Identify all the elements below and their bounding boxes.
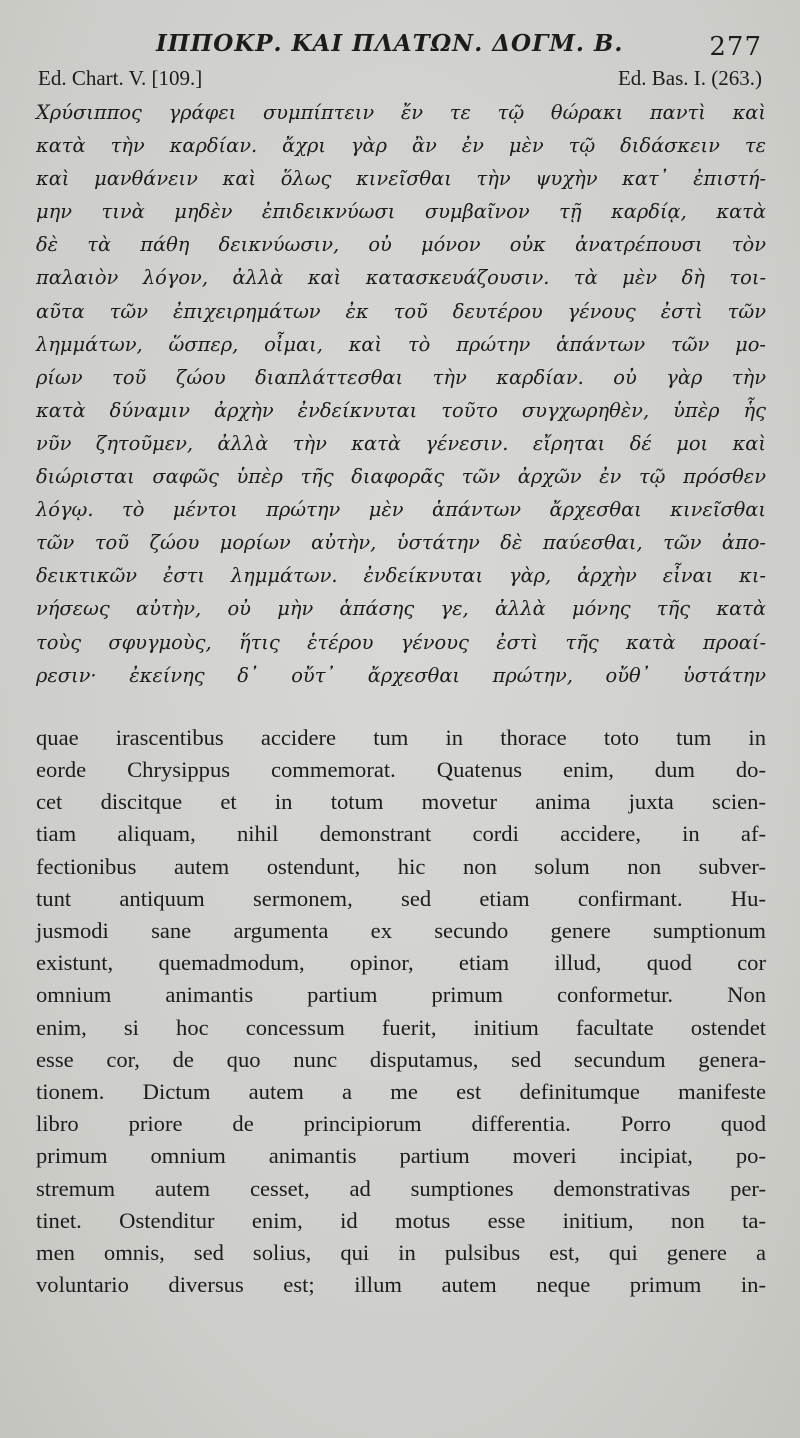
greek-line: τῶν τοῦ ζώου μορίων αὐτὴν, ὑστάτην δὲ παύεσθαι, τῶν ἀπο- [36, 531, 766, 555]
greek-line: νήσεως αὐτὴν, οὐ μὴν ἁπάσης γε, ἀλλὰ μόνης τῆς κατὰ [36, 597, 766, 621]
latin-line: omnium animantis partium primum conformetur. Non [36, 982, 766, 1008]
edition-reference-line [36, 66, 766, 96]
latin-line: fectionibus autem ostendunt, hic non solum non subver- [36, 853, 766, 879]
greek-line: καὶ μανθάνειν καὶ ὅλως κινεῖσθαι τὴν ψυχὴν κατ᾽ ἐπιστή- [36, 167, 766, 191]
greek-line: διώρισται σαφῶς ὑπὲρ τῆς διαφορᾶς τῶν ἀρχῶν ἐν τῷ πρόσθεν [36, 465, 766, 489]
page-number: 277 [709, 32, 762, 62]
latin-line: existunt, quemadmodum, opinor, etiam illud, quod cor [36, 950, 766, 976]
latin-line: tinet. Ostenditur enim, id motus esse initium, non ta- [36, 1207, 766, 1233]
latin-line: voluntario diversus est; illum autem neque primum in- [36, 1272, 766, 1298]
latin-line: men omnis, sed solius, qui in pulsibus est, qui genere a [36, 1239, 766, 1265]
greek-line: μην τινὰ μηδὲν ἐπιδεικνύωσι συμβαῖνον τῇ καρδίᾳ, κατὰ [36, 200, 766, 224]
greek-text-block [36, 96, 766, 692]
latin-line: quae irascentibus accidere tum in thorace toto tum in [36, 724, 766, 750]
latin-line: esse cor, de quo nunc disputamus, sed secundum genera- [36, 1046, 766, 1072]
greek-line: νῦν ζητοῦμεν, ἀλλὰ τὴν κατὰ γένεσιν. εἴρηται δέ μοι καὶ [36, 431, 766, 455]
greek-line: τοὺς σφυγμοὺς, ἥτις ἑτέρου γένους ἐστὶ τῆς κατὰ προαί- [36, 630, 766, 654]
running-head [36, 28, 766, 66]
latin-line: cet discitque et in totum movetur anima juxta scien- [36, 789, 766, 815]
greek-line: λόγῳ. τὸ μέντοι πρώτην μὲν ἁπάντων ἄρχεσθαι κινεῖσθαι [36, 498, 766, 522]
latin-line: stremum autem cesset, ad sumptiones demonstrativas per- [36, 1175, 766, 1201]
edition-chartier-reference: Ed. Chart. V. [109.] [38, 66, 203, 90]
latin-line: enim, si hoc concessum fuerit, initium facultate ostendet [36, 1014, 766, 1040]
greek-line: Χρύσιππος γράφει συμπίπτειν ἔν τε τῷ θώρακι παντὶ καὶ [36, 101, 766, 124]
latin-line: libro priore de principiorum differentia. Porro quod [36, 1111, 766, 1137]
greek-line: κατὰ δύναμιν ἀρχὴν ἐνδείκνυται τοῦτο συγχωρηθὲν, ὑπὲρ ἧς [36, 398, 766, 422]
greek-line: αῦτα τῶν ἐπιχειρημάτων ἐκ τοῦ δευτέρου γένους ἐστὶ τῶν [36, 299, 766, 323]
edition-basel-reference: Ed. Bas. I. (263.) [617, 66, 762, 90]
latin-line: tionem. Dictum autem a me est definitumque manifeste [36, 1078, 766, 1104]
greek-line: δὲ τὰ πάθη δεικνύωσιν, οὐ μόνον οὐκ ἀνατρέπουσι τὸν [36, 233, 766, 257]
greek-line: ρεσιν· ἐκείνης δ᾽ οὔτ᾽ ἄρχεσθαι πρώτην, οὔθ᾽ ὑστάτην [36, 663, 766, 687]
running-title: ΙΠΠΟΚΡ. ΚΑΙ ΠΛΑΤΩΝ. ΔΟΓΜ. Β. [156, 30, 624, 57]
greek-line: παλαιὸν λόγον, ἀλλὰ καὶ κατασκευάζουσιν. τὰ μὲν δὴ τοι- [36, 266, 766, 290]
greek-line: λημμάτων, ὥσπερ, οἶμαι, καὶ τὸ πρώτην ἁπάντων τῶν μο- [36, 332, 766, 356]
section-gap [36, 692, 766, 722]
greek-line: κατὰ τὴν καρδίαν. ἄχρι γὰρ ἂν ἐν μὲν τῷ διδάσκειν τε [36, 134, 766, 158]
greek-line: δεικτικῶν ἐστι λημμάτων. ἐνδείκνυται γὰρ, ἀρχὴν εἶναι κι- [36, 564, 766, 588]
latin-line: tunt antiquum sermonem, sed etiam confirmant. Hu- [36, 885, 766, 911]
latin-line: jusmodi sane argumenta ex secundo genere sumptionum [36, 917, 766, 943]
latin-line: primum omnium animantis partium moveri incipiat, po- [36, 1143, 766, 1169]
latin-line: tiam aliquam, nihil demonstrant cordi accidere, in af- [36, 821, 766, 847]
latin-text-block [36, 722, 766, 1302]
greek-line: ρίων τοῦ ζώου διαπλάττεσθαι τὴν καρδίαν. οὐ γὰρ τὴν [36, 365, 766, 389]
latin-line: eorde Chrysippus commemorat. Quatenus enim, dum do- [36, 756, 766, 782]
